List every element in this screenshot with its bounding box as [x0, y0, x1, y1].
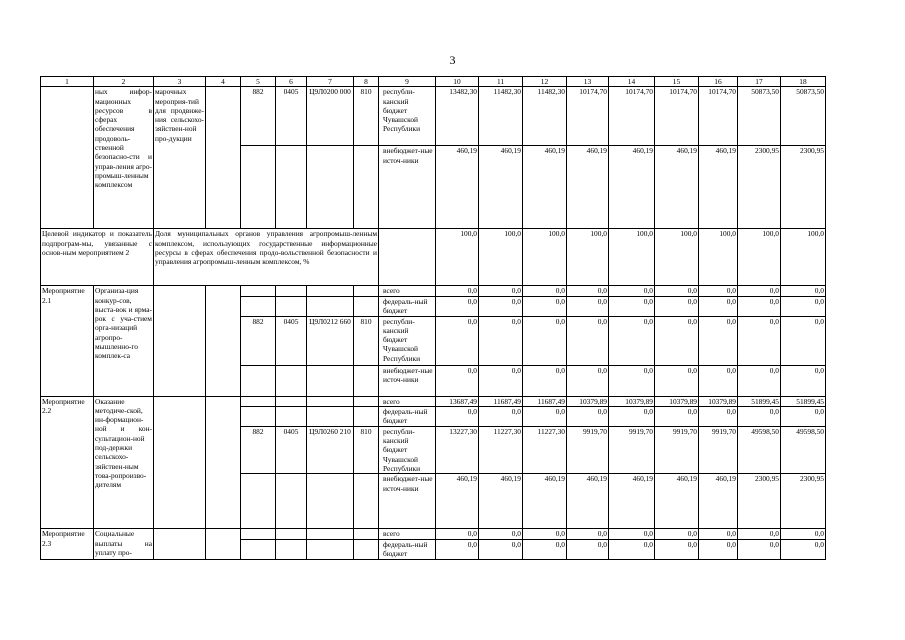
value-cell: 0,0: [523, 529, 567, 539]
grbs-code-cell: [241, 365, 276, 396]
measure-label-cell: [41, 87, 94, 229]
funding-source-cell: республи-канский бюджет Чувашской Республики: [379, 316, 436, 365]
target-article-cell: Ц9Л0260 210: [307, 426, 354, 473]
value-cell: 0,0: [738, 529, 781, 539]
header-cell: 16: [699, 77, 738, 87]
value-cell: 100,0: [479, 229, 523, 286]
grbs-code-cell: [241, 539, 276, 559]
funding-source-cell: республи-канский бюджет Чувашской Республики: [379, 87, 436, 146]
budget-table: [40, 76, 826, 560]
value-cell: 0,0: [699, 286, 738, 296]
value-cell: 460,19: [436, 474, 479, 529]
measure-goal-cell: марочных мероприя-тий для продвиже-ния сельскохо-зяйствен-ной про-дукции: [154, 87, 206, 229]
measure-goal-cell: [154, 529, 206, 559]
target-article-cell: [307, 286, 354, 296]
value-cell: 0,0: [436, 316, 479, 365]
value-cell: 100,0: [523, 229, 567, 286]
value-cell: 460,19: [655, 474, 699, 529]
value-cell: 10379,89: [655, 396, 699, 406]
value-cell: 100,0: [699, 229, 738, 286]
funding-source-cell: внебюджет-ные источ-ники: [379, 474, 436, 529]
value-cell: 0,0: [567, 529, 609, 539]
value-cell: 0,0: [655, 406, 699, 426]
expense-type-cell: 810: [354, 87, 379, 146]
value-cell: 0,0: [609, 296, 655, 316]
value-cell: 11687,49: [523, 396, 567, 406]
value-cell: 2300,95: [738, 474, 781, 529]
executor-cell: [206, 87, 241, 229]
value-cell: 0,0: [567, 316, 609, 365]
value-cell: 11687,49: [479, 396, 523, 406]
value-cell: 13227,30: [436, 426, 479, 473]
value-cell: 0,0: [699, 539, 738, 559]
header-cell: 2: [94, 77, 154, 87]
value-cell: 0,0: [479, 539, 523, 559]
value-cell: 0,0: [479, 529, 523, 539]
measure-label-cell: Мероприятие 2.1: [41, 286, 94, 396]
value-cell: 10174,70: [567, 87, 609, 146]
value-cell: 460,19: [567, 146, 609, 229]
value-cell: 0,0: [781, 286, 826, 296]
value-cell: 0,0: [738, 365, 781, 396]
value-cell: 9919,70: [699, 426, 738, 473]
value-cell: 0,0: [699, 296, 738, 316]
value-cell: 460,19: [479, 146, 523, 229]
target-article-cell: [307, 146, 354, 229]
target-article-cell: [307, 296, 354, 316]
executor-cell: [206, 529, 241, 559]
expense-type-cell: [354, 529, 379, 539]
value-cell: 0,0: [567, 365, 609, 396]
header-cell: 8: [354, 77, 379, 87]
value-cell: 0,0: [436, 529, 479, 539]
value-cell: 0,0: [523, 286, 567, 296]
funding-source-cell: федераль-ный бюджет: [379, 296, 436, 316]
expense-type-cell: [354, 406, 379, 426]
value-cell: 0,0: [479, 406, 523, 426]
value-cell: 0,0: [738, 406, 781, 426]
value-cell: 0,0: [523, 316, 567, 365]
target-article-cell: [307, 396, 354, 406]
value-cell: 0,0: [781, 365, 826, 396]
value-cell: 0,0: [781, 529, 826, 539]
target-article-cell: Ц9Л0212 660: [307, 316, 354, 365]
value-cell: 0,0: [479, 365, 523, 396]
value-cell: 0,0: [609, 286, 655, 296]
funding-source-cell: республи-канский бюджет Чувашской Республики: [379, 426, 436, 473]
value-cell: 49598,50: [781, 426, 826, 473]
funding-source-cell: всего: [379, 529, 436, 539]
value-cell: 0,0: [655, 316, 699, 365]
value-cell: 0,0: [436, 365, 479, 396]
expense-type-cell: 810: [354, 316, 379, 365]
expense-type-cell: [354, 146, 379, 229]
table-row: [41, 286, 826, 296]
measure-title-cell: ных инфор-мационных ресурсов в сферах обеспечения продоволь-ственной безопасно-сти и управ-ления агро-промыш-ленным комплексом: [94, 87, 154, 229]
value-cell: 50873,50: [738, 87, 781, 146]
header-cell: 13: [567, 77, 609, 87]
header-cell: 1: [41, 77, 94, 87]
value-cell: 0,0: [523, 406, 567, 426]
value-cell: 2300,95: [781, 146, 826, 229]
section-code-cell: 0405: [276, 426, 307, 473]
value-cell: 10379,89: [567, 396, 609, 406]
value-cell: 0,0: [436, 406, 479, 426]
value-cell: 460,19: [699, 146, 738, 229]
value-cell: 0,0: [738, 316, 781, 365]
value-cell: 11482,30: [523, 87, 567, 146]
value-cell: 460,19: [609, 146, 655, 229]
target-article-cell: [307, 406, 354, 426]
value-cell: 49598,50: [738, 426, 781, 473]
value-cell: 10174,70: [655, 87, 699, 146]
section-code-cell: [276, 529, 307, 539]
measure-title-cell: Социальные выплаты на уплату про-: [94, 529, 154, 559]
value-cell: 0,0: [699, 316, 738, 365]
expense-type-cell: [354, 396, 379, 406]
value-cell: 10379,89: [699, 396, 738, 406]
value-cell: 50873,50: [781, 87, 826, 146]
grbs-code-cell: [241, 146, 276, 229]
value-cell: 460,19: [609, 474, 655, 529]
target-article-cell: [307, 539, 354, 559]
value-cell: 100,0: [567, 229, 609, 286]
value-cell: 0,0: [655, 286, 699, 296]
value-cell: 0,0: [479, 286, 523, 296]
target-article-cell: [307, 529, 354, 539]
value-cell: 0,0: [436, 286, 479, 296]
header-row: [41, 77, 826, 87]
value-cell: 0,0: [609, 539, 655, 559]
measure-title-cell: Оказание методиче-ской, ин-формацион-ной и кон-сультацион-ной под-держки сельскохо-зяйствен-ным това-ропроизво-дителям: [94, 396, 154, 529]
grbs-code-cell: [241, 474, 276, 529]
target-article-cell: [307, 365, 354, 396]
grbs-code-cell: 882: [241, 426, 276, 473]
section-code-cell: [276, 396, 307, 406]
expense-type-cell: [354, 539, 379, 559]
table-row: [41, 396, 826, 406]
header-cell: 14: [609, 77, 655, 87]
expense-type-cell: [354, 474, 379, 529]
value-cell: 100,0: [781, 229, 826, 286]
value-cell: 0,0: [781, 316, 826, 365]
header-cell: 5: [241, 77, 276, 87]
value-cell: 100,0: [436, 229, 479, 286]
value-cell: 0,0: [655, 296, 699, 316]
value-cell: 0,0: [781, 406, 826, 426]
section-code-cell: [276, 146, 307, 229]
value-cell: 0,0: [655, 539, 699, 559]
header-cell: 9: [379, 77, 436, 87]
value-cell: 9919,70: [567, 426, 609, 473]
value-cell: 2300,95: [738, 146, 781, 229]
value-cell: 2300,95: [781, 474, 826, 529]
funding-source-cell: федераль-ный бюджет: [379, 539, 436, 559]
value-cell: 0,0: [738, 539, 781, 559]
grbs-code-cell: 882: [241, 316, 276, 365]
table-row: [41, 87, 826, 146]
table-body: [41, 77, 826, 560]
value-cell: 0,0: [781, 539, 826, 559]
section-code-cell: [276, 286, 307, 296]
funding-source-cell: внебюджет-ные источ-ники: [379, 365, 436, 396]
header-cell: 6: [276, 77, 307, 87]
value-cell: 13687,49: [436, 396, 479, 406]
section-code-cell: 0405: [276, 316, 307, 365]
header-cell: 18: [781, 77, 826, 87]
value-cell: 9919,70: [655, 426, 699, 473]
table-row: [41, 529, 826, 539]
value-cell: 0,0: [655, 529, 699, 539]
section-code-cell: 0405: [276, 87, 307, 146]
value-cell: 11227,30: [479, 426, 523, 473]
expense-type-cell: [354, 365, 379, 396]
grbs-code-cell: [241, 529, 276, 539]
header-cell: 4: [206, 77, 241, 87]
expense-type-cell: 810: [354, 426, 379, 473]
value-cell: 0,0: [479, 316, 523, 365]
value-cell: 0,0: [699, 365, 738, 396]
value-cell: 0,0: [567, 406, 609, 426]
value-cell: 0,0: [609, 316, 655, 365]
value-cell: 0,0: [699, 406, 738, 426]
header-cell: 3: [154, 77, 206, 87]
expense-type-cell: [354, 296, 379, 316]
value-cell: 10379,89: [609, 396, 655, 406]
section-code-cell: [276, 406, 307, 426]
value-cell: 0,0: [609, 529, 655, 539]
header-cell: 11: [479, 77, 523, 87]
header-cell: 17: [738, 77, 781, 87]
value-cell: 0,0: [738, 296, 781, 316]
funding-source-cell: [379, 229, 436, 286]
page-number: 3: [449, 53, 456, 67]
measure-goal-cell: [154, 286, 206, 396]
value-cell: 460,19: [479, 474, 523, 529]
expense-type-cell: [354, 286, 379, 296]
value-cell: 0,0: [609, 406, 655, 426]
section-code-cell: [276, 365, 307, 396]
value-cell: 460,19: [523, 474, 567, 529]
grbs-code-cell: [241, 396, 276, 406]
value-cell: 51899,45: [781, 396, 826, 406]
section-code-cell: [276, 474, 307, 529]
value-cell: 100,0: [738, 229, 781, 286]
value-cell: 460,19: [436, 146, 479, 229]
value-cell: 9919,70: [609, 426, 655, 473]
value-cell: 100,0: [655, 229, 699, 286]
funding-source-cell: всего: [379, 396, 436, 406]
value-cell: 11482,30: [479, 87, 523, 146]
funding-source-cell: внебюджет-ные источ-ники: [379, 146, 436, 229]
value-cell: 51899,45: [738, 396, 781, 406]
value-cell: 460,19: [567, 474, 609, 529]
value-cell: 460,19: [699, 474, 738, 529]
target-article-cell: Ц9Л0200 000: [307, 87, 354, 146]
value-cell: 0,0: [781, 296, 826, 316]
section-code-cell: [276, 539, 307, 559]
executor-cell: [206, 286, 241, 396]
value-cell: 0,0: [479, 296, 523, 316]
funding-source-cell: федераль-ный бюджет: [379, 406, 436, 426]
value-cell: 100,0: [609, 229, 655, 286]
section-code-cell: [276, 296, 307, 316]
executor-cell: [206, 396, 241, 529]
header-cell: 10: [436, 77, 479, 87]
measure-label-cell: Мероприятие 2.3: [41, 529, 94, 559]
measure-title-cell: Организа-ция конкур-сов, выста-вок и ярма-рок с уча-стием орга-низаций агропро-мышленно-го комплек-са: [94, 286, 154, 396]
value-cell: 0,0: [523, 296, 567, 316]
value-cell: 0,0: [567, 539, 609, 559]
value-cell: 0,0: [738, 286, 781, 296]
value-cell: 0,0: [655, 365, 699, 396]
indicator-row: [41, 229, 826, 286]
value-cell: 0,0: [699, 529, 738, 539]
value-cell: 0,0: [436, 539, 479, 559]
grbs-code-cell: [241, 296, 276, 316]
indicator-label-cell: Целевой индикатор и показатель подпрограм-мы, увязанные с основ-ным мероприятием 2: [41, 229, 154, 286]
value-cell: 0,0: [436, 296, 479, 316]
indicator-text-cell: Доля муниципальных органов управления агропромыш-ленным комплексом, использующих государственные информационные ресурсы в сферах обеспечения продо-вольственной безопасности и управления агропромыш-ленным комплексом, %: [154, 229, 379, 286]
target-article-cell: [307, 474, 354, 529]
value-cell: 13482,30: [436, 87, 479, 146]
value-cell: 0,0: [567, 286, 609, 296]
value-cell: 0,0: [567, 296, 609, 316]
measure-label-cell: Мероприятие 2.2: [41, 396, 94, 529]
header-cell: 12: [523, 77, 567, 87]
value-cell: 0,0: [609, 365, 655, 396]
grbs-code-cell: [241, 406, 276, 426]
value-cell: 10174,70: [609, 87, 655, 146]
header-cell: 7: [307, 77, 354, 87]
grbs-code-cell: 882: [241, 87, 276, 146]
funding-source-cell: всего: [379, 286, 436, 296]
measure-goal-cell: [154, 396, 206, 529]
value-cell: 11227,30: [523, 426, 567, 473]
value-cell: 460,19: [655, 146, 699, 229]
value-cell: 0,0: [523, 365, 567, 396]
value-cell: 10174,70: [699, 87, 738, 146]
header-cell: 15: [655, 77, 699, 87]
grbs-code-cell: [241, 286, 276, 296]
value-cell: 460,19: [523, 146, 567, 229]
value-cell: 0,0: [523, 539, 567, 559]
